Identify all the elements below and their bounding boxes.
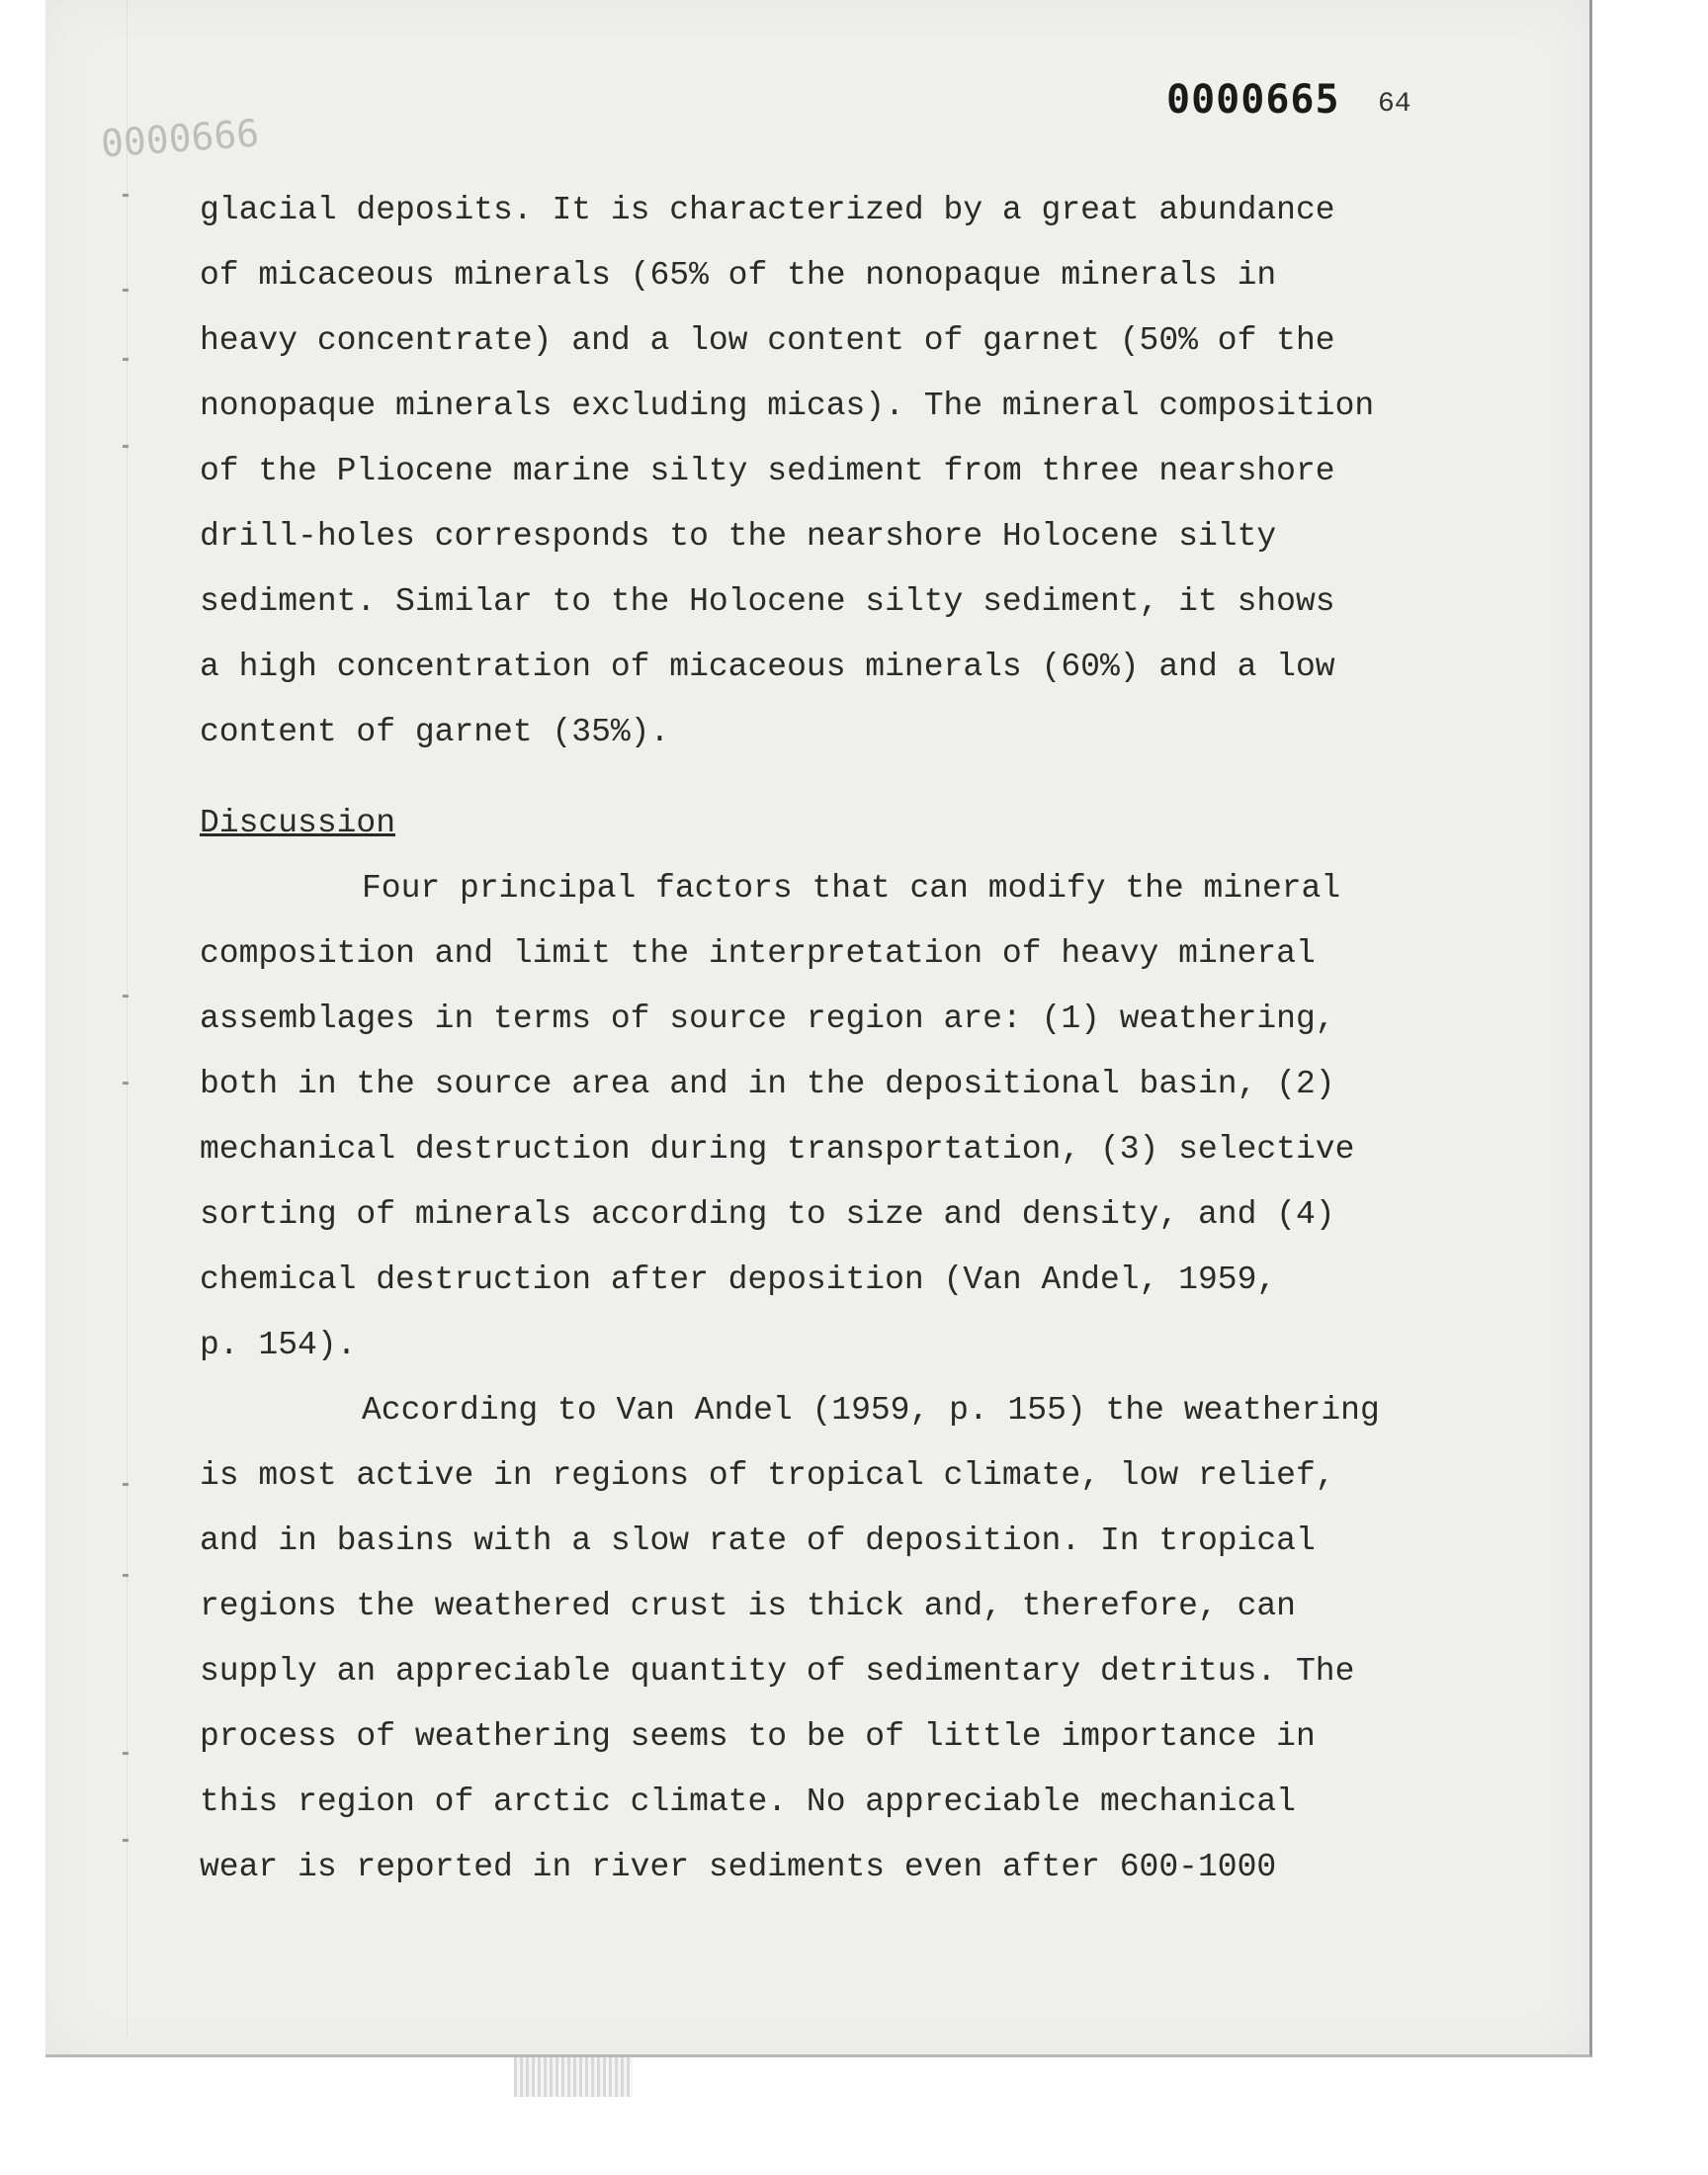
- text-line: Four principal factors that can modify the mineral: [362, 870, 1341, 907]
- text-line: glacial deposits. It is characterized by a great abundance: [200, 192, 1335, 228]
- paragraph-1: [200, 178, 1514, 765]
- text-line: heavy concentrate) and a low content of garnet (50% of the: [200, 322, 1335, 359]
- text-line: and in basins with a slow rate of deposition. In tropical: [200, 1522, 1316, 1559]
- margin-mark: [123, 995, 128, 998]
- text-line: wear is reported in river sediments even after 600-1000: [200, 1849, 1277, 1885]
- text-line: both in the source area and in the depositional basin, (2): [200, 1066, 1335, 1102]
- text-line: this region of arctic climate. No appreciable mechanical: [200, 1784, 1296, 1820]
- scan-artifact: [514, 2057, 633, 2097]
- margin-mark: [123, 1752, 128, 1755]
- text-line: of micaceous minerals (65% of the nonopaque minerals in: [200, 257, 1277, 294]
- faded-stamp-number: 0000666: [99, 111, 261, 166]
- paragraph-2: [200, 856, 1514, 1378]
- stamp-number: 0000665: [1166, 77, 1340, 123]
- text-line: nonopaque minerals excluding micas). The mineral composition: [200, 388, 1375, 424]
- text-line: composition and limit the interpretation of heavy mineral: [200, 935, 1316, 972]
- text-line: p. 154).: [200, 1327, 357, 1363]
- margin-mark: [123, 194, 128, 197]
- text-line: mechanical destruction during transportation, (3) selective: [200, 1131, 1355, 1168]
- text-line: chemical destruction after deposition (Van Andel, 1959,: [200, 1262, 1277, 1298]
- text-line: is most active in regions of tropical climate, low relief,: [200, 1457, 1335, 1494]
- margin-line: [127, 0, 128, 2037]
- margin-mark: [123, 1839, 128, 1842]
- text-line: content of garnet (35%).: [200, 714, 670, 750]
- text-line: regions the weathered crust is thick and, therefore, can: [200, 1588, 1296, 1624]
- document-body: [200, 178, 1514, 1900]
- section-heading: [200, 791, 1514, 856]
- margin-mark: [123, 445, 128, 448]
- margin-mark: [123, 289, 128, 292]
- text-line: sorting of minerals according to size and density, and (4): [200, 1196, 1335, 1233]
- text-line: supply an appreciable quantity of sedimentary detritus. The: [200, 1653, 1355, 1690]
- text-line: According to Van Andel (1959, p. 155) the weathering: [362, 1392, 1380, 1429]
- page-number: 64: [1378, 89, 1411, 120]
- text-line: drill-holes corresponds to the nearshore Holocene silty: [200, 518, 1277, 555]
- text-line: process of weathering seems to be of little importance in: [200, 1718, 1316, 1755]
- margin-mark: [123, 1574, 128, 1577]
- margin-mark: [123, 1483, 128, 1486]
- text-line: sediment. Similar to the Holocene silty sediment, it shows: [200, 583, 1335, 620]
- text-line: assemblages in terms of source region are: (1) weathering,: [200, 1000, 1335, 1037]
- paragraph-3: [200, 1378, 1514, 1900]
- section-heading-text: Discussion: [200, 805, 396, 841]
- text-line: of the Pliocene marine silty sediment from three nearshore: [200, 453, 1335, 489]
- text-line: a high concentration of micaceous minerals (60%) and a low: [200, 649, 1335, 685]
- margin-mark: [123, 1082, 128, 1085]
- margin-mark: [123, 358, 128, 361]
